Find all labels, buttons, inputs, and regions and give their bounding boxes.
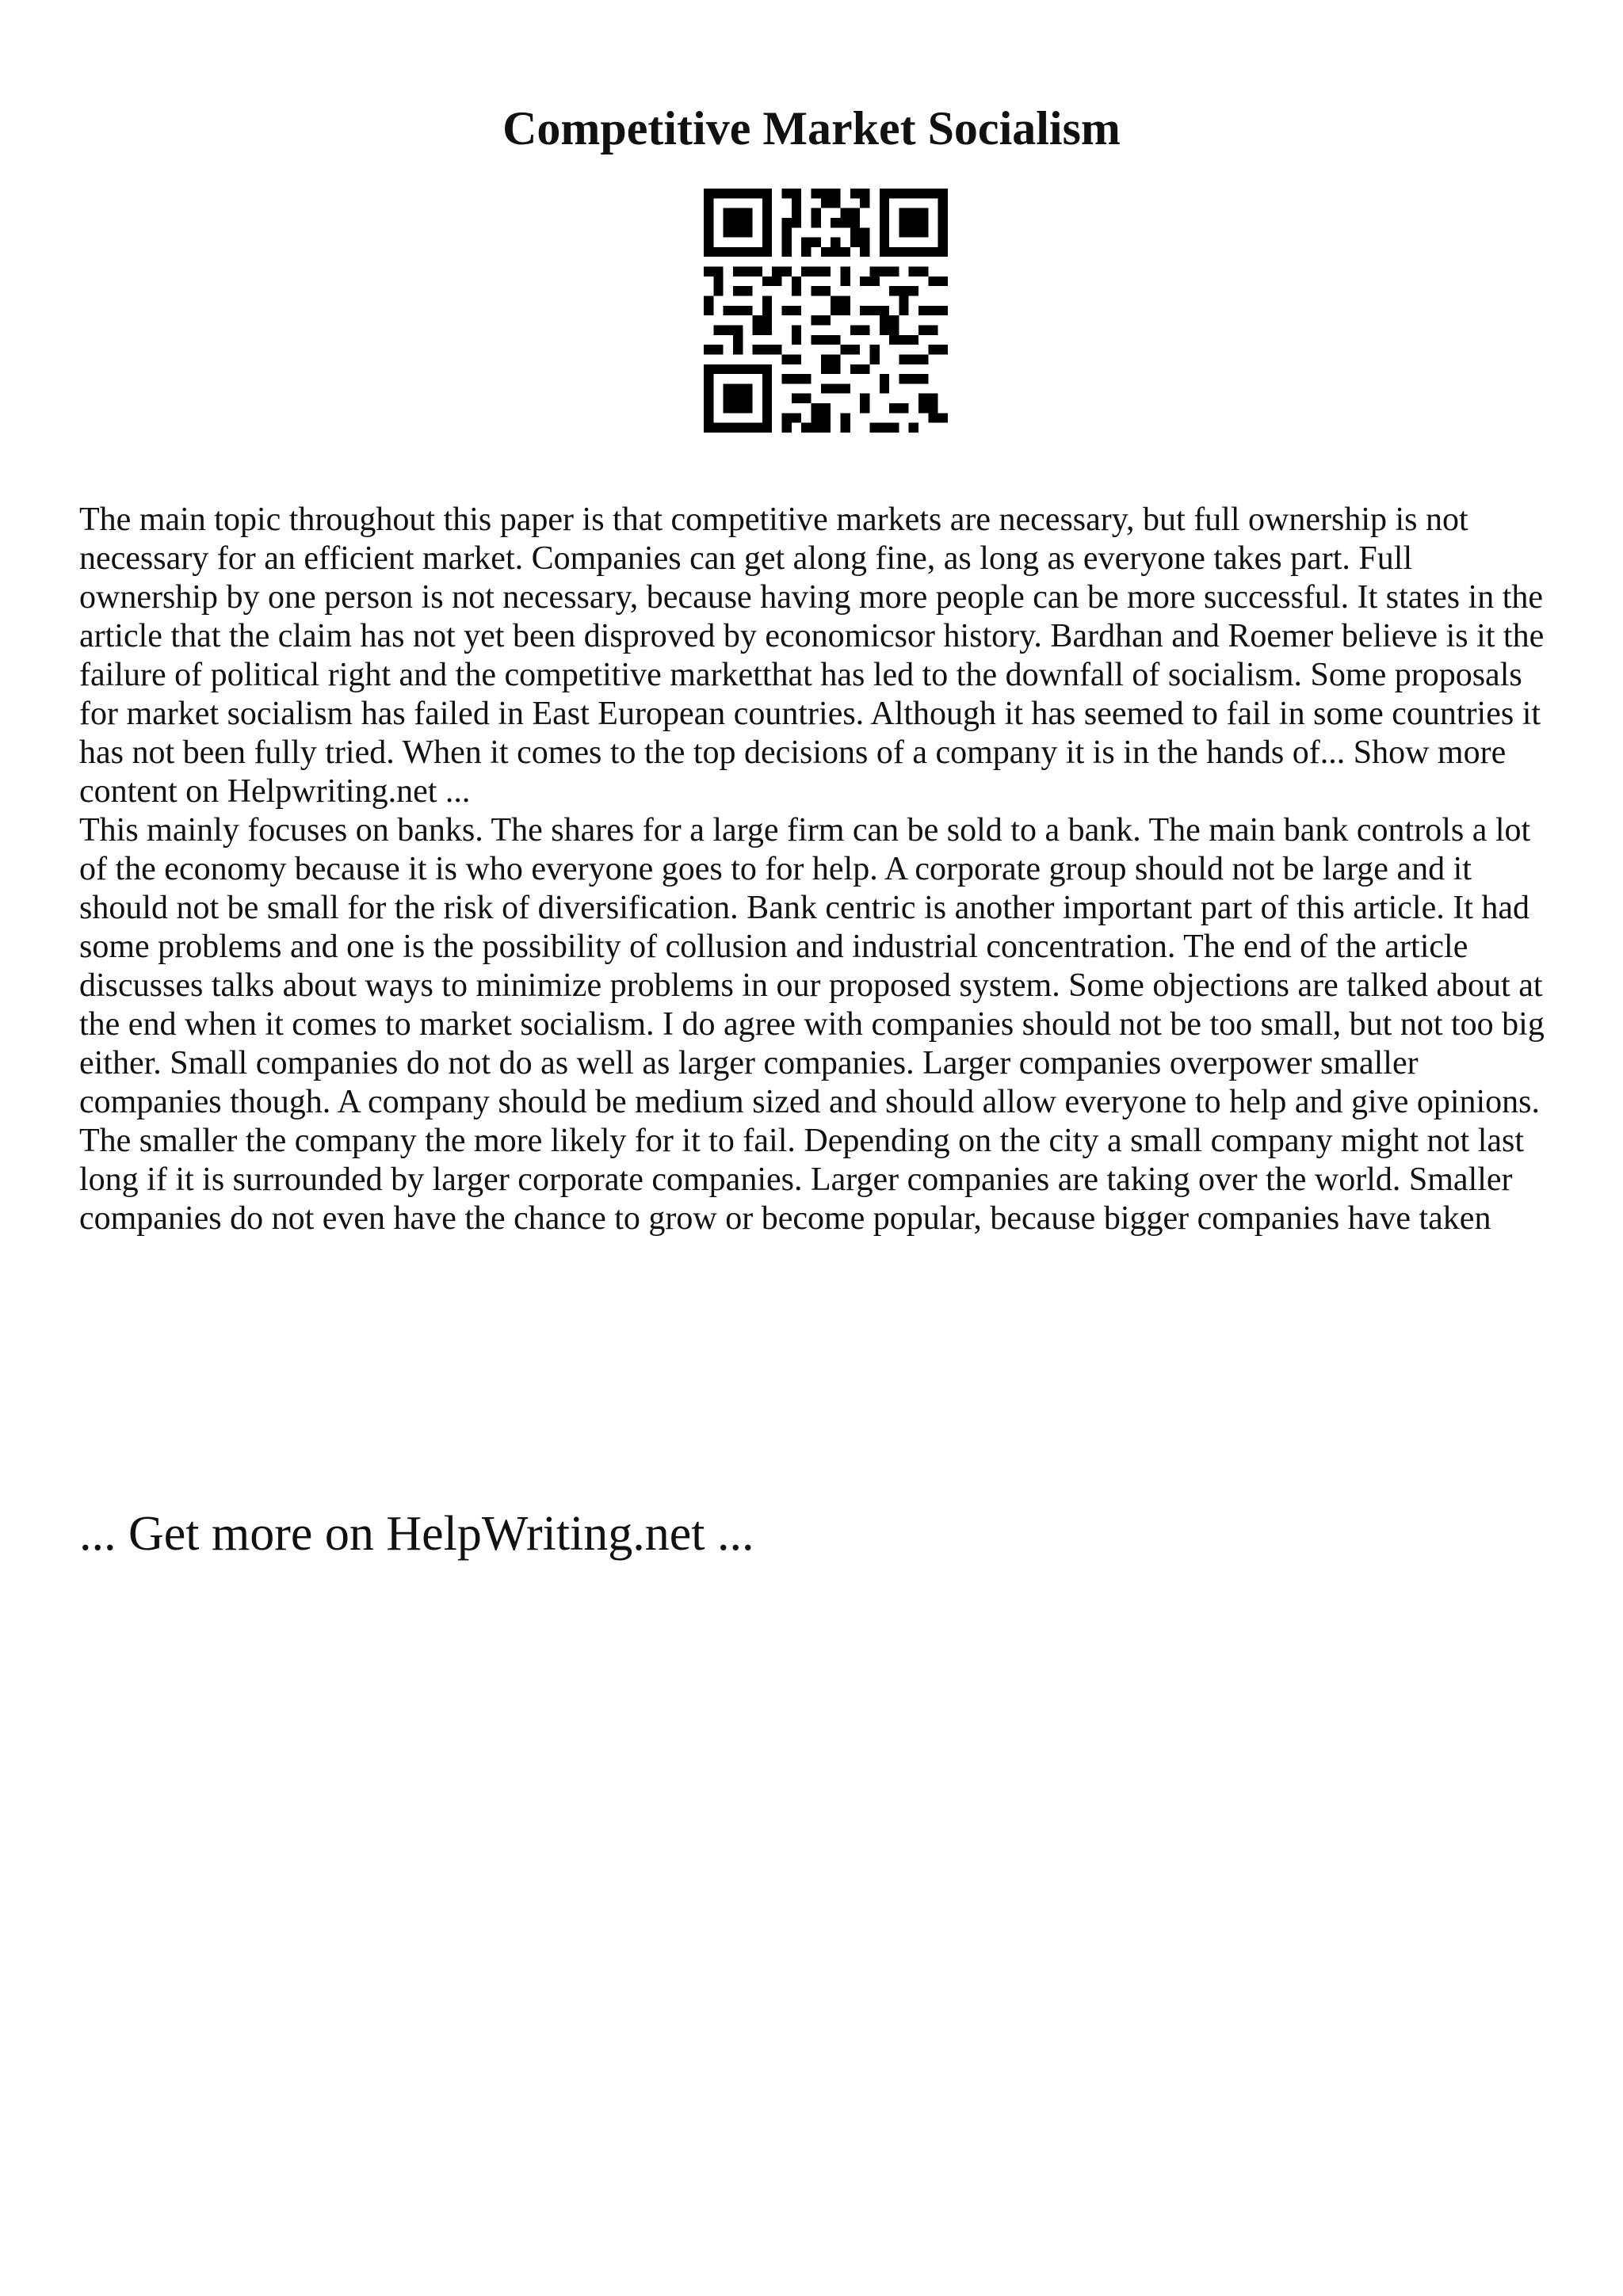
- qr-code-icon: [704, 189, 948, 433]
- document-title: Competitive Market Socialism: [502, 102, 1121, 154]
- document-body: [79, 501, 1553, 1238]
- paragraph-1: The main topic throughout this paper is that competitive markets are necessary, but full ownership is not necessary for an efficient market. Companies can get along fine, as long as everyone takes part. Full ownership by one person is not necessary, because having more people can be more successful. It states in the article that the claim has not yet been disproved by economicsor history. Bardhan and Roemer believe is it the failure of political right and the competitive marketthat has led to the downfall of socialism. Some proposals for market socialism has failed in East European countries. Although it has seemed to fail in some countries it has not been fully tried. When it comes to the top decisions of a company it is in the hands of... Show more content on Helpwriting.net ...: [79, 502, 1545, 810]
- get-more-link[interactable]: ... Get more on HelpWriting.net ...: [79, 1507, 754, 1561]
- paragraph-2: This mainly focuses on banks. The shares for a large firm can be sold to a bank. The main bank controls a lot of the economy because it is who everyone goes to for help. A corporate group should not be large and it should not be small for the risk of diversification. Bank centric is another important part of this article. It had some problems and one is the possibility of collusion and industrial concentration. The end of the article discusses talks about ways to minimize problems in our proposed system. Some objections are talked about at the end when it comes to market socialism. I do agree with companies should not be too small, but not too big either. Small companies do not do as well as larger companies. Larger companies overpower smaller companies though. A company should be medium sized and should allow everyone to help and give opinions. The smaller the company the more likely for it to fail. Depending on the city a small company might not last long if it is surrounded by larger corporate companies. Larger companies are taking over the world. Smaller companies do not even have the chance to grow or become popular, because bigger companies have taken: [79, 812, 1545, 1237]
